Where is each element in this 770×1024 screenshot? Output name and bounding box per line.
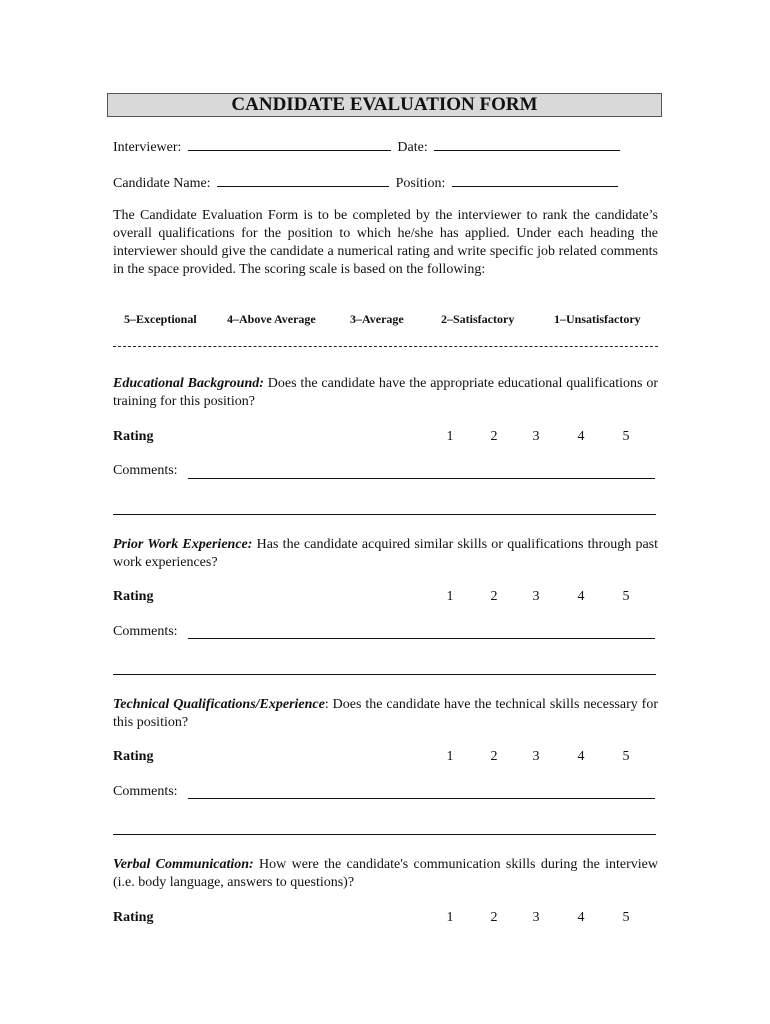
comments-line[interactable] bbox=[188, 478, 655, 479]
rating-option-2[interactable]: 2 bbox=[490, 749, 498, 764]
section-verbal-communication bbox=[113, 856, 658, 892]
section-heading: Prior Work Experience: bbox=[113, 537, 253, 552]
comments-line[interactable] bbox=[113, 674, 656, 675]
comments-label: Comments: bbox=[113, 624, 178, 639]
scale-2: 2–Satisfactory bbox=[441, 312, 515, 326]
section-text: Has the candidate acquired similar skills or qualifications through past work experiences? bbox=[113, 537, 659, 570]
comments-line[interactable] bbox=[113, 834, 656, 835]
rating-option-3[interactable]: 3 bbox=[532, 910, 540, 925]
rating-option-4[interactable]: 4 bbox=[577, 910, 585, 925]
rating-option-5[interactable]: 5 bbox=[622, 910, 630, 925]
rating-option-4[interactable]: 4 bbox=[577, 749, 585, 764]
rating-option-1[interactable]: 1 bbox=[446, 429, 454, 444]
comments-line[interactable] bbox=[188, 638, 655, 639]
intro-paragraph: The Candidate Evaluation Form is to be completed by the interviewer to rank the candidate’s overall qualifications for the position to which he/she has applied. Under each heading the interviewer should give the candidate a numerical rating and write specific job related comments in the space provided. The scoring scale is based on the following: bbox=[113, 208, 658, 277]
rating-option-5[interactable]: 5 bbox=[622, 429, 630, 444]
section-technical-qualifications bbox=[113, 696, 658, 732]
date-field[interactable] bbox=[434, 136, 620, 151]
interviewer-row bbox=[113, 136, 623, 156]
rating-option-2[interactable]: 2 bbox=[490, 910, 498, 925]
form-title: CANDIDATE EVALUATION FORM bbox=[107, 93, 662, 117]
section-text: How were the candidate's communication skills during the interview (i.e. body language, answers to questions)? bbox=[113, 857, 659, 890]
section-heading: Verbal Communication: bbox=[113, 857, 254, 872]
rating-option-1[interactable]: 1 bbox=[446, 910, 454, 925]
rating-label: Rating bbox=[113, 429, 154, 444]
date-label: Date: bbox=[397, 140, 428, 155]
comments-line[interactable] bbox=[113, 514, 656, 515]
dashed-divider bbox=[113, 346, 658, 357]
rating-option-3[interactable]: 3 bbox=[532, 429, 540, 444]
scale-4: 4–Above Average bbox=[227, 312, 316, 326]
rating-option-2[interactable]: 2 bbox=[490, 429, 498, 444]
rating-option-1[interactable]: 1 bbox=[446, 589, 454, 604]
comments-line[interactable] bbox=[188, 798, 655, 799]
candidate-name-field[interactable] bbox=[217, 172, 389, 187]
section-heading: Technical Qualifications/Experience bbox=[113, 697, 325, 712]
rating-label: Rating bbox=[113, 749, 154, 764]
section-text: : Does the candidate have the technical skills necessary for this position? bbox=[113, 697, 659, 730]
section-heading: Educational Background: bbox=[113, 376, 264, 391]
rating-option-3[interactable]: 3 bbox=[532, 589, 540, 604]
position-label: Position: bbox=[395, 176, 446, 191]
rating-option-2[interactable]: 2 bbox=[490, 589, 498, 604]
rating-label: Rating bbox=[113, 589, 154, 604]
rating-option-1[interactable]: 1 bbox=[446, 749, 454, 764]
scale-5: 5–Exceptional bbox=[124, 312, 197, 326]
rating-option-5[interactable]: 5 bbox=[622, 589, 630, 604]
scale-3: 3–Average bbox=[350, 312, 404, 326]
comments-label: Comments: bbox=[113, 463, 178, 478]
rating-label: Rating bbox=[113, 910, 154, 925]
section-educational-background bbox=[113, 375, 658, 411]
section-text: Does the candidate have the appropriate educational qualifications or training for this position? bbox=[113, 376, 658, 409]
comments-label: Comments: bbox=[113, 784, 178, 799]
rating-option-4[interactable]: 4 bbox=[577, 589, 585, 604]
candidate-name-label: Candidate Name: bbox=[113, 176, 211, 191]
position-field[interactable] bbox=[452, 172, 618, 187]
rating-option-4[interactable]: 4 bbox=[577, 429, 585, 444]
rating-option-3[interactable]: 3 bbox=[532, 749, 540, 764]
scale-1: 1–Unsatisfactory bbox=[554, 312, 641, 326]
rating-option-5[interactable]: 5 bbox=[622, 749, 630, 764]
interviewer-label: Interviewer: bbox=[113, 140, 182, 155]
interviewer-field[interactable] bbox=[188, 136, 391, 151]
candidate-row bbox=[113, 172, 621, 192]
section-prior-work-experience bbox=[113, 536, 658, 572]
